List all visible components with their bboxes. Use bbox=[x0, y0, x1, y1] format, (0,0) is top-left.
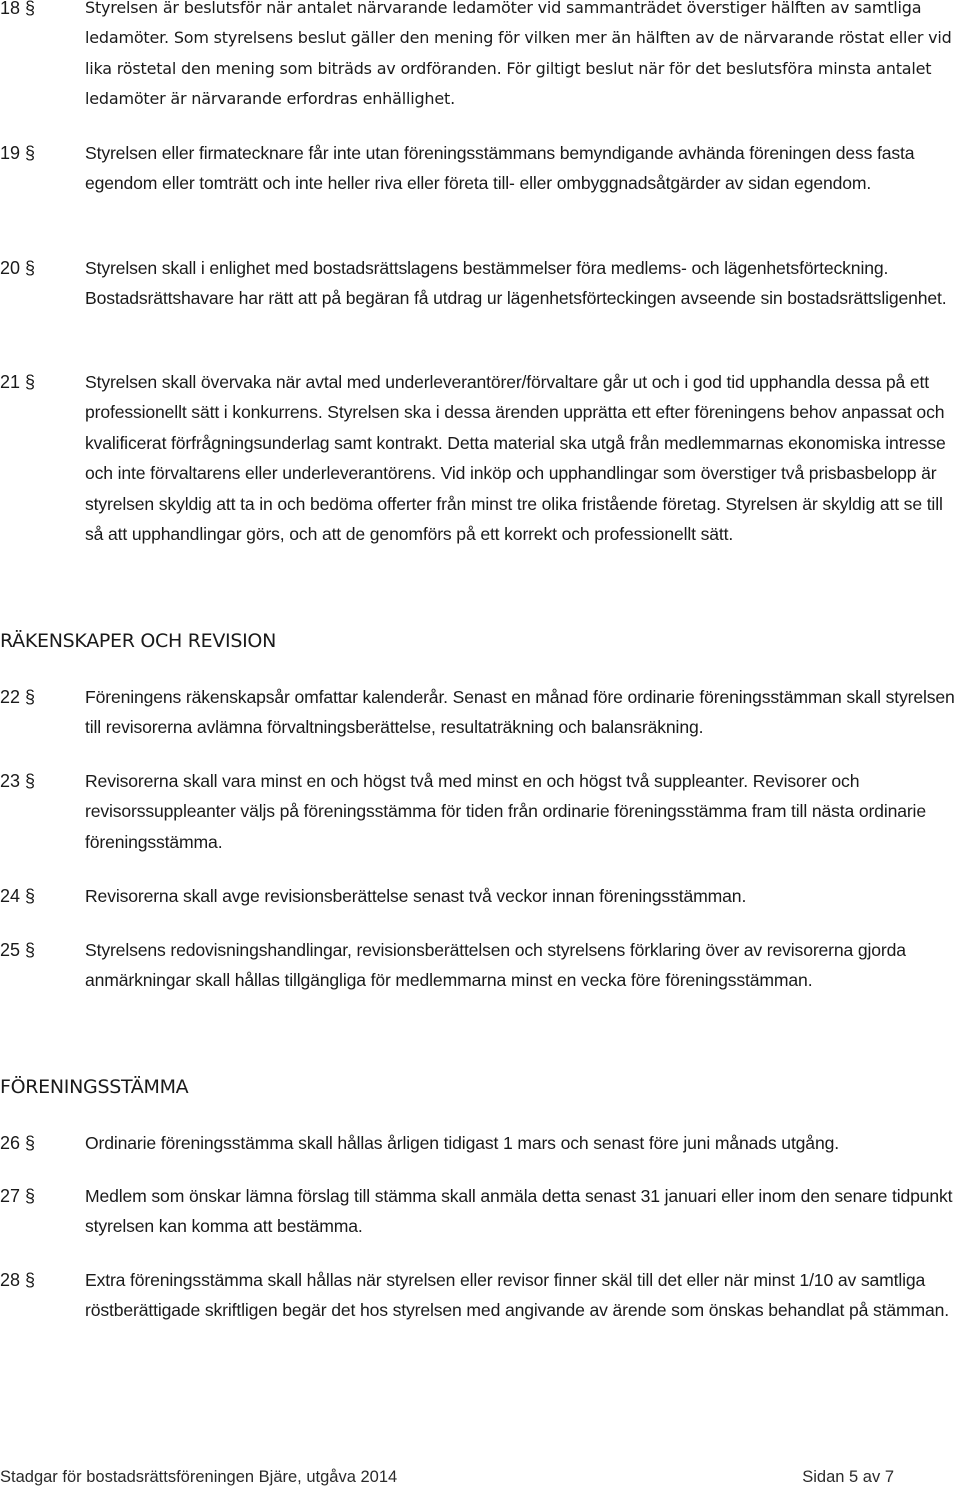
paragraph-number: 27 § bbox=[0, 1186, 36, 1206]
paragraph-text: Ordinarie föreningsstämma skall hållas årligen tidigast 1 mars och senast före juni månads utgång. bbox=[85, 1133, 839, 1153]
paragraph-text: Revisorerna skall vara minst en och högst två med minst en och högst två suppleanter. Revisorer och revisorssuppleanter väljs på föreningsstämma för tiden från ordinarie föreningsstämma fram till nästa ordinarie föreningsstämma. bbox=[85, 771, 926, 852]
paragraph-number: 28 § bbox=[0, 1270, 36, 1290]
paragraph-number: 25 § bbox=[0, 940, 36, 960]
paragraph-number: 19 § bbox=[0, 143, 36, 163]
paragraph-number: 21 § bbox=[0, 372, 36, 392]
paragraph-number: 20 § bbox=[0, 258, 36, 278]
section-heading: FÖRENINGSSTÄMMA bbox=[0, 1076, 189, 1098]
paragraph-number: 23 § bbox=[0, 771, 36, 791]
section-heading: RÄKENSKAPER OCH REVISION bbox=[0, 630, 276, 652]
paragraph-number: 24 § bbox=[0, 886, 36, 906]
paragraph-text: Styrelsen skall övervaka när avtal med underleverantörer/förvaltare går ut och i god tid upphandla dessa på ett professionellt sätt i konkurrens. Styrelsen ska i dessa ärenden upprätta ett efter föreningens behov anpassat och kvalificerat förfrågningsunderlag samt kontrakt. Detta material ska utgå från medlemmarnas ekonomiska intresse och inte förvaltarens eller underleverantörens. Vid inköp och upphandlingar som överstiger två prisbasbelopp är styrelsen skyldig att ta in och bedöma offerter från minst tre olika fristående företag. Styrelsen är skyldig att se till så att upphandlingar görs, och att de genomförs på ett korrekt och professionellt sätt. bbox=[85, 372, 946, 545]
paragraph-number: 22 § bbox=[0, 687, 36, 707]
paragraph-text: Extra föreningsstämma skall hållas när styrelsen eller revisor finner skäl till det eller när minst 1/10 av samtliga röstberättigade skriftligen begär det hos styrelsen med angivande av ärende som önskas behandlat på stämman. bbox=[85, 1270, 950, 1321]
paragraph-number: 18 § bbox=[0, 0, 36, 18]
footer-page-number: Sidan 5 av 7 bbox=[802, 1468, 894, 1486]
footer-document-title: Stadgar för bostadsrättsföreningen Bjäre, utgåva 2014 bbox=[0, 1468, 398, 1486]
paragraph-text: Föreningens räkenskapsår omfattar kalenderår. Senast en månad före ordinarie föreningsstämman skall styrelsen till revisorerna avlämna förvaltningsberättelse, resultaträkning och balansräkning. bbox=[85, 687, 955, 738]
paragraph-text: Styrelsens redovisningshandlingar, revisionsberättelsen och styrelsens förklaring över av revisorerna gjorda anmärkningar skall hållas tillgängliga för medlemmarna minst en vecka före föreningsstämman. bbox=[85, 940, 906, 991]
paragraph-text: Revisorerna skall avge revisionsberättelse senast två veckor innan föreningsstämman. bbox=[85, 886, 747, 906]
paragraph-number: 26 § bbox=[0, 1133, 36, 1153]
paragraph-text: Styrelsen skall i enlighet med bostadsrättslagens bestämmelser föra medlems- och lägenhetsförteckning. Bostadsrättshavare har rätt att på begäran få utdrag ur lägenhetsförteckingen avseende sin bostadsrättsligenhet. bbox=[85, 258, 947, 309]
paragraph-text: Styrelsen är beslutsför när antalet närvarande ledamöter vid sammanträdet överstiger hälften av samtliga ledamöter. Som styrelsens beslut gäller den mening för vilken mer än hälften av de närvarande röstat eller vid lika röstetal den mening som biträds av ordföranden. För giltigt beslut när för det beslutsföra minsta antalet ledamöter är närvarande erfordras enhällighet. bbox=[85, 0, 952, 109]
paragraph-text: Medlem som önskar lämna förslag till stämma skall anmäla detta senast 31 januari eller inom den senare tidpunkt styrelsen kan komma att bestämma. bbox=[85, 1186, 953, 1237]
page-footer bbox=[0, 1468, 960, 1492]
paragraph-text: Styrelsen eller firmatecknare får inte utan föreningsstämmans bemyndigande avhända föreningen dess fasta egendom eller tomträtt och inte heller riva eller företa till- eller ombyggnadsåtgärder av sidan egendom. bbox=[85, 143, 915, 194]
